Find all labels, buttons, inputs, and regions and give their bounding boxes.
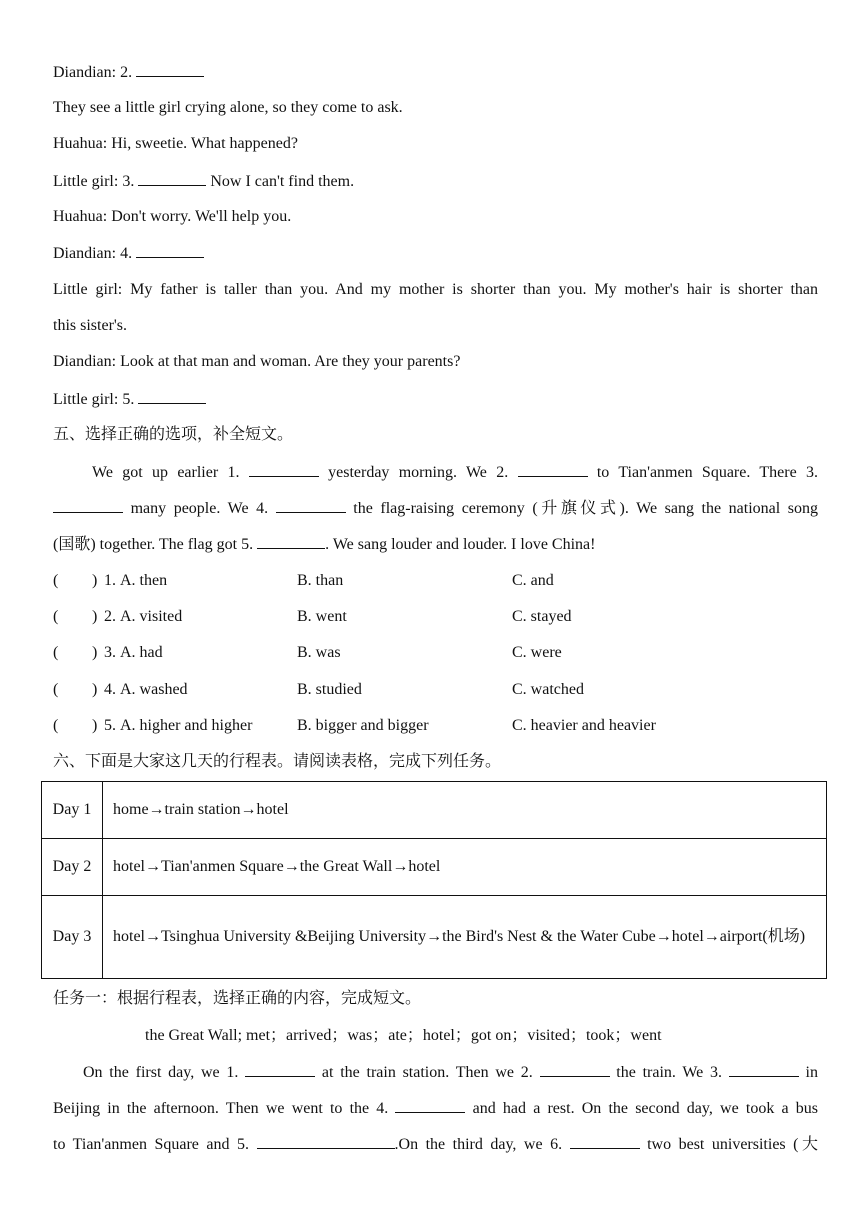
option-b[interactable]: B. bigger and bigger <box>297 717 429 734</box>
option-c[interactable]: C. and <box>512 572 554 589</box>
option-c[interactable]: C. were <box>512 644 562 661</box>
option-a[interactable]: A. had <box>120 644 163 661</box>
dialogue-huahua-1: Huahua: Hi, sweetie. What happened? <box>53 135 298 152</box>
answer-blank[interactable] <box>249 462 319 477</box>
question-number: 1. <box>104 572 116 589</box>
option-c[interactable]: C. heavier and heavier <box>512 717 656 734</box>
answer-blank[interactable] <box>729 1062 799 1077</box>
question-number: 3. <box>104 644 116 661</box>
day-cell: Day 2 <box>42 839 103 896</box>
section5-passage-line-3: (国歌) together. The flag got 5. . We sang louder and louder. I love China! <box>53 536 596 553</box>
route-cell: hotel→Tian'anmen Square→the Great Wall→hotel <box>103 839 827 896</box>
option-a[interactable]: A. visited <box>120 608 183 625</box>
answer-blank[interactable] <box>257 534 325 549</box>
answer-bracket-close: ) <box>92 644 98 661</box>
dialogue-line-3: Little girl: 3. Now I can't find them. <box>53 173 355 190</box>
answer-bracket-open[interactable]: ( <box>53 717 59 734</box>
answer-blank[interactable] <box>518 462 588 477</box>
schedule-table <box>41 781 827 979</box>
answer-bracket-open[interactable]: ( <box>53 572 59 589</box>
option-b[interactable]: B. than <box>297 572 344 589</box>
answer-blank[interactable] <box>245 1062 315 1077</box>
word-bank: the Great Wall; met；arrived；was；ate；hotel；got on；visited；took；went <box>145 1027 662 1044</box>
route-cell: hotel→Tsinghua University &Beijing University→the Bird's Nest & the Water Cube→hotel→airport(机场) <box>103 896 827 979</box>
task1-passage-line-2: Beijing in the afternoon. Then we went to the 4. and had a rest. On the second day, we took a bus <box>53 1100 818 1117</box>
dialogue-line-2: Diandian: 2. <box>53 62 818 83</box>
answer-bracket-close: ) <box>92 717 98 734</box>
option-b[interactable]: B. studied <box>297 681 362 698</box>
option-c[interactable]: C. stayed <box>512 608 572 625</box>
section5-heading: 五、选择正确的选项，补全短文。 <box>53 426 294 443</box>
answer-bracket-close: ) <box>92 681 98 698</box>
answer-blank[interactable] <box>136 243 204 258</box>
answer-blank[interactable] <box>540 1062 610 1077</box>
option-a[interactable]: A. washed <box>120 681 188 698</box>
dialogue-huahua-2: Huahua: Don't worry. We'll help you. <box>53 208 292 225</box>
day-cell: Day 1 <box>42 782 103 839</box>
table-row <box>42 782 827 839</box>
answer-bracket-open[interactable]: ( <box>53 644 59 661</box>
question-number: 4. <box>104 681 116 698</box>
dialogue-girl-desc-1: Little girl: My father is taller than you. And my mother is shorter than you. My mother's hair is shorter than <box>53 281 818 298</box>
task1-passage-line-1: On the first day, we 1. at the train station. Then we 2. the train. We 3. in <box>83 1064 818 1081</box>
answer-blank[interactable] <box>276 498 346 513</box>
dialogue-line-5: Little girl: 5. <box>53 389 818 410</box>
answer-blank[interactable] <box>138 389 206 404</box>
dialogue-line-4: Diandian: 4. <box>53 243 818 264</box>
answer-bracket-close: ) <box>92 572 98 589</box>
section6-heading: 六、下面是大家这几天的行程表。请阅读表格，完成下列任务。 <box>53 753 502 770</box>
option-a[interactable]: A. then <box>120 572 168 589</box>
task1-heading: 任务一：根据行程表，选择正确的内容，完成短文。 <box>53 990 422 1007</box>
option-c[interactable]: C. watched <box>512 681 584 698</box>
option-b[interactable]: B. was <box>297 644 341 661</box>
dialogue-narration: They see a little girl crying alone, so they come to ask. <box>53 99 403 116</box>
answer-blank[interactable] <box>257 1134 395 1149</box>
task1-passage-line-3: to Tian'anmen Square and 5. .On the third day, we 6. two best universities (大 <box>53 1136 818 1153</box>
answer-blank[interactable] <box>136 62 204 77</box>
answer-blank[interactable] <box>570 1134 640 1149</box>
question-number: 2. <box>104 608 116 625</box>
answer-bracket-open[interactable]: ( <box>53 608 59 625</box>
answer-blank[interactable] <box>53 498 123 513</box>
section5-passage-line-2: many people. We 4. the flag-raising ceremony (升旗仪式). We sang the national song <box>53 498 818 519</box>
dialogue-girl-desc-2: this sister's. <box>53 317 127 334</box>
answer-blank[interactable] <box>395 1098 465 1113</box>
day-cell: Day 3 <box>42 896 103 979</box>
option-a[interactable]: A. higher and higher <box>120 717 253 734</box>
answer-blank[interactable] <box>138 171 206 186</box>
table-row <box>42 839 827 896</box>
answer-bracket-close: ) <box>92 608 98 625</box>
section5-passage-line-1: We got up earlier 1. yesterday morning. We 2. to Tian'anmen Square. There 3. <box>92 464 819 481</box>
question-number: 5. <box>104 717 116 734</box>
route-cell: home→train station→hotel <box>103 782 827 839</box>
answer-bracket-open[interactable]: ( <box>53 681 59 698</box>
option-b[interactable]: B. went <box>297 608 347 625</box>
dialogue-diandian-look: Diandian: Look at that man and woman. Are they your parents? <box>53 353 461 370</box>
table-row <box>42 896 827 979</box>
